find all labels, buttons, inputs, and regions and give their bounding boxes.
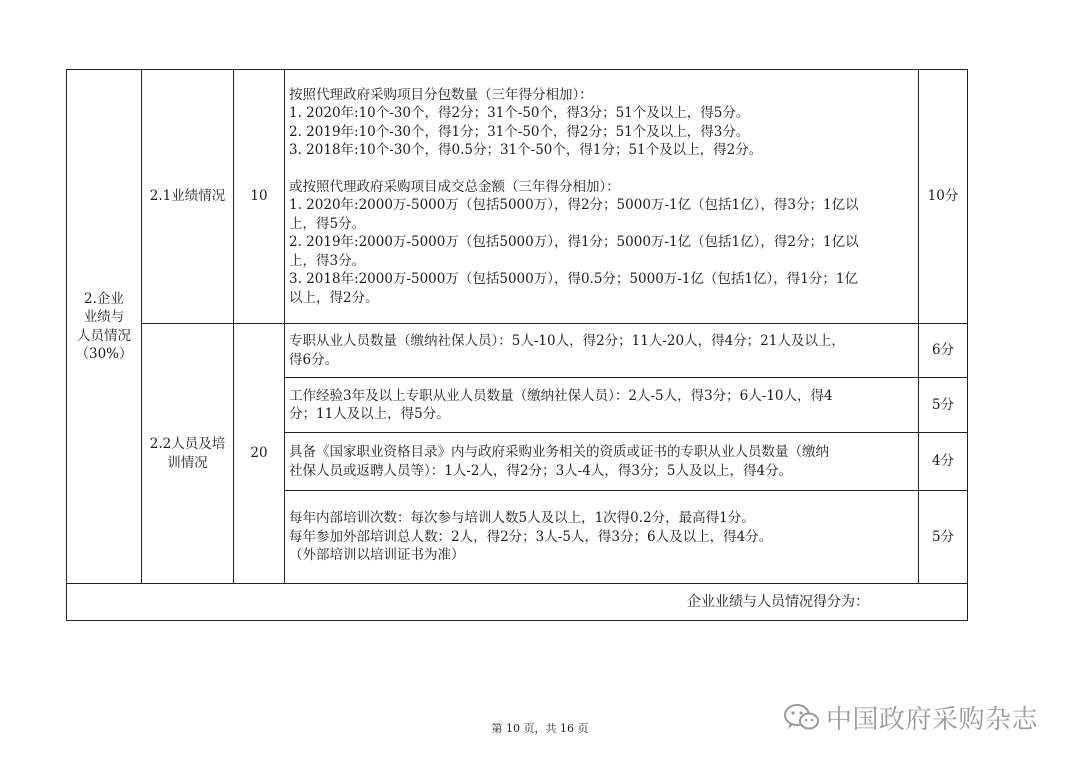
criteria-cell (285, 324, 919, 378)
criteria-cell (285, 491, 919, 584)
points-value: 20 (250, 445, 268, 462)
criteria-line: 每年参加外部培训总人数：2人，得2分；3人-5人，得3分；6人及以上，得4分。 (289, 528, 773, 545)
score-cell (919, 70, 968, 324)
subcategory-cell (142, 324, 234, 584)
score-cell (919, 324, 968, 378)
criteria-line: 工作经验3年及以上专职从业人员数量（缴纳社保人员）：2人-5人，得3分；6人-10人，得4 (289, 387, 833, 404)
scoring-table (66, 69, 968, 621)
total-row (67, 584, 968, 621)
points-cell (234, 324, 285, 584)
criteria-line: 1. 2020年:10个-30个，得2分；31个-50个，得3分；51个及以上，得5分。 (289, 105, 750, 122)
criteria-line: 2. 2019年:2000万-5000万（包括5000万），得1分；5000万-1亿（包括1亿），得2分；1亿以 (289, 234, 859, 251)
criteria-cell (285, 433, 919, 491)
watermark (782, 699, 1052, 735)
score-cell (919, 433, 968, 491)
wechat-icon (782, 702, 820, 732)
criteria-line: 社保人员或返聘人员等）：1人-2人，得2分；3人-4人，得3分；5人及以上，得4分。 (289, 462, 793, 479)
subcategory-cell (142, 70, 234, 324)
criteria-line: 上，得5分。 (289, 215, 366, 232)
criteria-line: 以上，得2分。 (289, 289, 379, 306)
criteria-line: 具备《国家职业资格目录》内与政府采购业务相关的资质或证书的专职从业人员数量（缴纳 (289, 444, 829, 460)
subcategory-label: 2.2人员及培 训情况 (149, 436, 226, 471)
criteria-line: 每年内部培训次数：每次参与培训人数5人及以上，1次得0.2分，最高得1分。 (289, 510, 755, 527)
criteria-line (289, 160, 914, 178)
table-row (67, 324, 968, 378)
score-value: 5分 (931, 528, 955, 545)
criteria-cell (285, 378, 919, 433)
criteria-line: 按照代理政府采购项目分包数量（三年得分相加）： (289, 86, 593, 103)
criteria-line: 专职从业人员数量（缴纳社保人员）：5人-10人，得2分；11人-20人，得4分；21人及以上， (289, 333, 845, 349)
criteria-cell (285, 70, 919, 324)
criteria-text (289, 509, 914, 565)
score-cell (919, 491, 968, 584)
criteria-line: 1. 2020年:2000万-5000万（包括5000万），得2分；5000万-1亿（包括1亿），得3分；1亿以 (289, 197, 859, 214)
score-value: 6分 (931, 342, 955, 359)
points-cell (234, 70, 285, 324)
criteria-line: （外部培训以培训证书为准） (289, 547, 465, 564)
points-value: 10 (250, 188, 268, 205)
criteria-line: 得6分。 (289, 351, 339, 368)
total-label: 企业业绩与人员情况得分为： (687, 593, 869, 610)
criteria-text (289, 387, 914, 424)
criteria-line: 分；11人及以上，得5分。 (289, 406, 450, 422)
subcategory-label: 2.1业绩情况 (149, 188, 226, 205)
criteria-line: 上，得3分。 (289, 252, 366, 269)
table-row (67, 70, 968, 324)
total-cell (67, 584, 968, 621)
page-number: 第 10 页，共 16 页 (491, 722, 589, 735)
criteria-text (289, 332, 914, 369)
category-label: 2.企业 业绩与 人员情况 （30%） (75, 290, 133, 362)
criteria-line: 3. 2018年:2000万-5000万（包括5000万），得0.5分；5000万-1亿（包括1亿），得1分；1亿 (289, 271, 858, 288)
criteria-text (289, 86, 914, 308)
score-value: 5分 (931, 396, 955, 413)
watermark-text: 中国政府采购杂志 (826, 704, 1039, 735)
score-cell (919, 378, 968, 433)
category-cell (67, 70, 142, 584)
score-value: 4分 (931, 453, 955, 470)
criteria-text (289, 443, 914, 480)
criteria-line: 或按照代理政府采购项目成交总金额（三年得分相加）： (289, 178, 620, 195)
criteria-line: 3. 2018年:10个-30个，得0.5分；31个-50个，得1分；51个及以上，得2分。 (289, 142, 763, 159)
criteria-line: 2. 2019年:10个-30个，得1分；31个-50个，得2分；51个及以上，得3分。 (289, 123, 750, 140)
score-value: 10分 (927, 188, 959, 205)
